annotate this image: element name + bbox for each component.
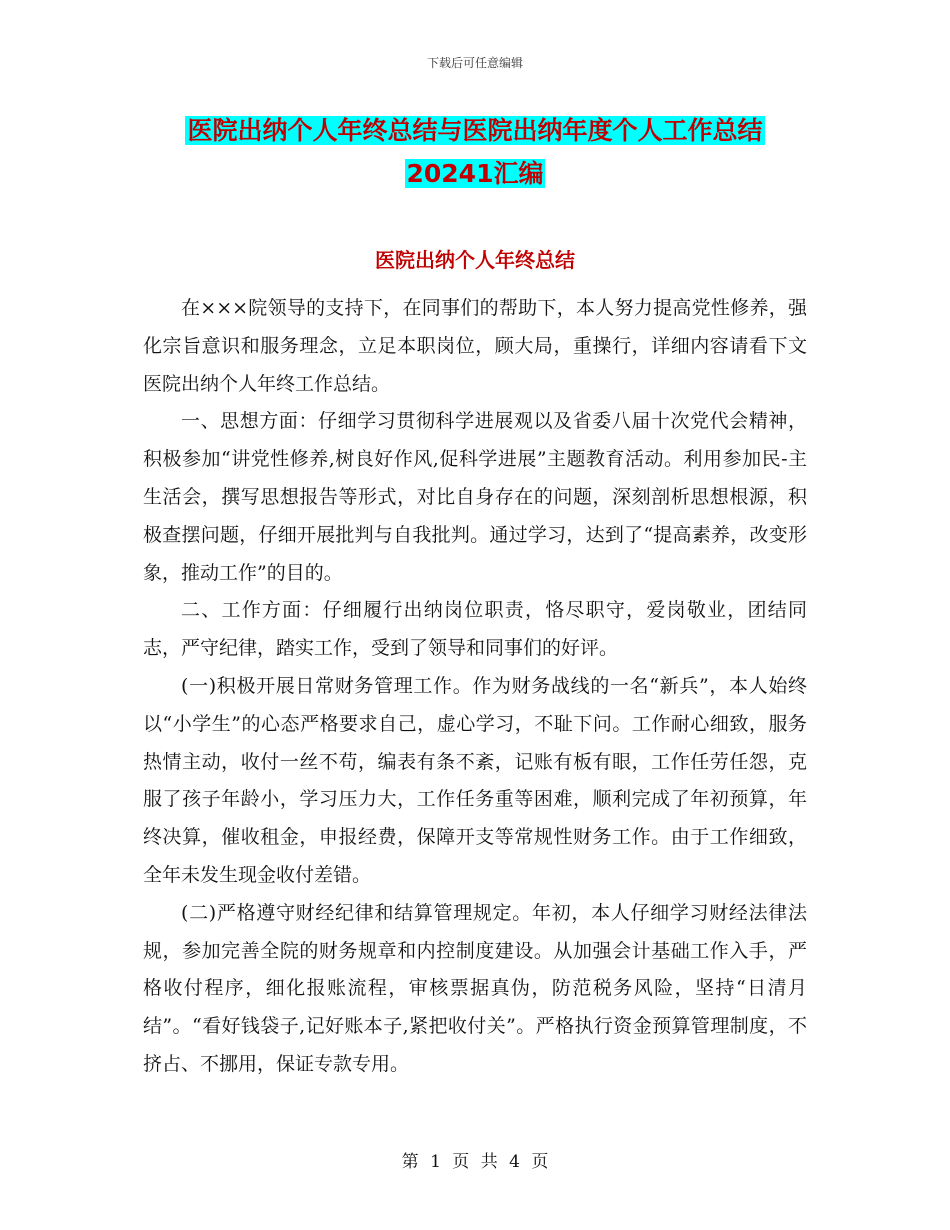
page-number: 第 1 页 共 4 页: [401, 1152, 549, 1172]
paragraph-ideology: 一、思想方面：仔细学习贯彻科学进展观以及省委八届十次党代会精神，积极参加“讲党性修养,树良好作风,促科学进展”主题教育活动。利用参加民-主生活会，撰写思想报告等形式，对比自身存在的问题，深刻剖析思想根源，积极查摆问题，仔细开展批判与自我批判。通过学习，达到了“提高素养，改变形象，推动工作”的目的。: [143, 410, 807, 584]
paragraph-intro: 在×××院领导的支持下，在同事们的帮助下，本人努力提高党性修养，强化宗旨意识和服务理念，立足本职岗位，顾大局，重操行，详细内容请看下文医院出纳个人年终工作总结。: [143, 297, 807, 395]
document-title-text-1: 医院出纳个人年终总结与医院出纳年度个人工作总结: [187, 116, 763, 145]
paragraph-work: 二、工作方面：仔细履行出纳岗位职责，恪尽职守，爱岗敬业，团结同志，严守纪律，踏实工作，受到了领导和同事们的好评。: [143, 599, 807, 660]
document-body: [143, 290, 807, 1084]
header-note: 下载后可任意编辑: [426, 56, 523, 70]
paragraph-discipline: (二)严格遵守财经纪律和结算管理规定。年初，本人仔细学习财经法律法规，参加完善全院的财务规章和内控制度建设。从加强会计基础工作入手，严格收付程序，细化报账流程，审核票据真伪，防范税务风险，坚持“日清月结”。“看好钱袋子,记好账本子,紧把收付关”。严格执行资金预算管理制度，不挤占、不挪用，保证专款专用。: [143, 901, 807, 1075]
document-title-line-1: [0, 112, 950, 150]
document-title-line-2: [0, 155, 950, 193]
document-title-text-2: 20241汇编: [406, 159, 544, 188]
paragraph-daily-finance: (一)积极开展日常财务管理工作。作为财务战线的一名“新兵”，本人始终以“小学生”的心态严格要求自己，虚心学习，不耻下问。工作耐心细致，服务热情主动，收付一丝不苟，编表有条不紊，记账有板有眼，工作任劳任怨，克服了孩子年龄小，学习压力大，工作任务重等困难，顺利完成了年初预算，年终决算，催收租金，申报经费，保障开支等常规性财务工作。由于工作细致，全年未发生现金收付差错。: [143, 674, 807, 886]
section-heading: 医院出纳个人年终总结: [375, 248, 575, 272]
